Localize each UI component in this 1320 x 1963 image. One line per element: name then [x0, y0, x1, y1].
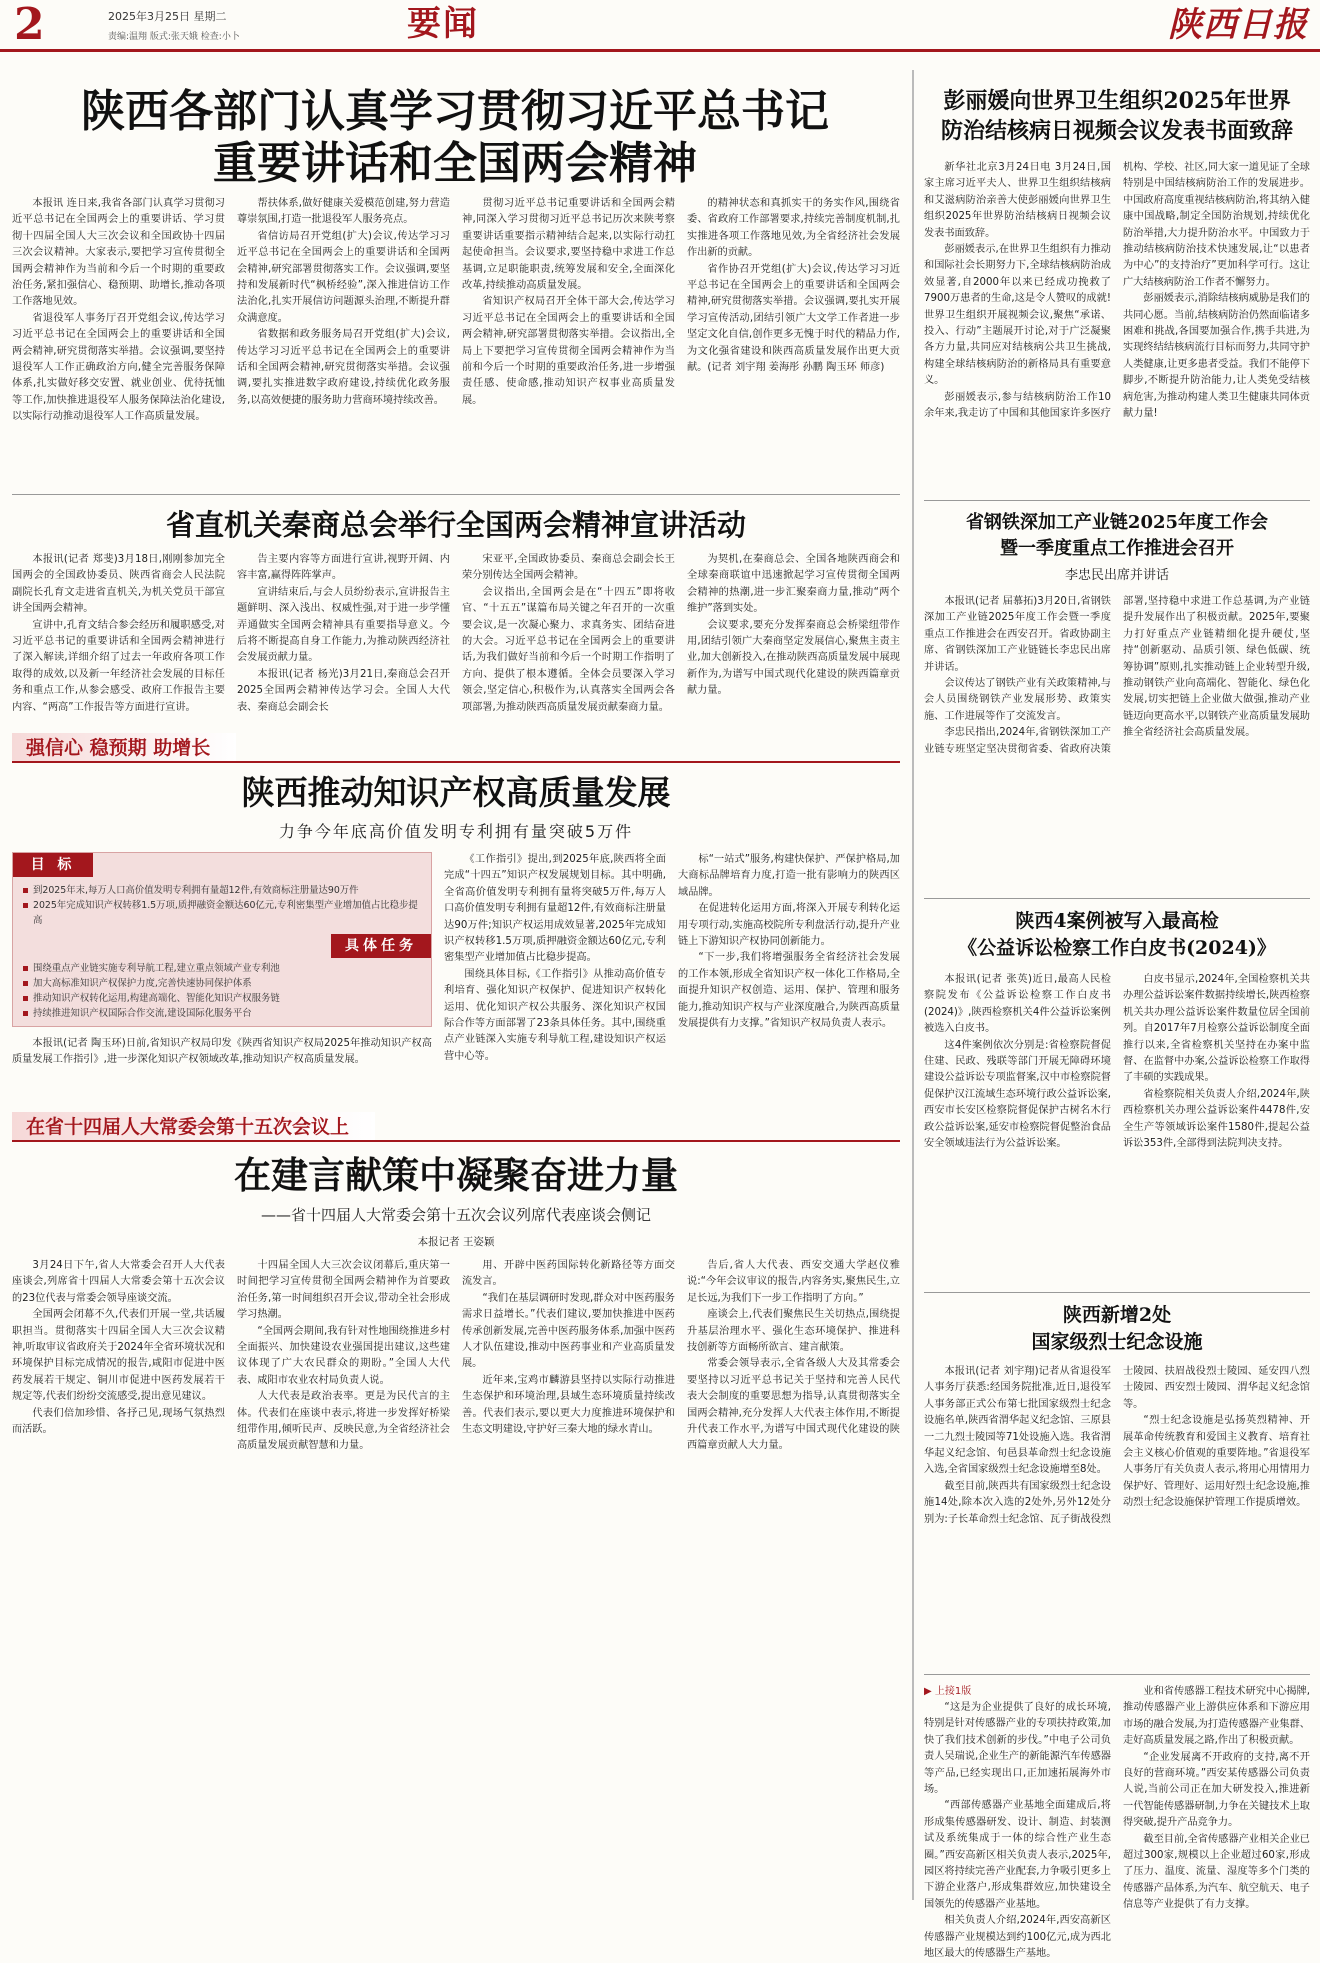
story1-headline-line1: 陕西各部门认真学习贯彻习近平总书记	[81, 86, 829, 137]
right2-byline: 李忠民出席并讲话	[1064, 568, 1169, 583]
paragraph: 人大代表是政治表率。更是为民代言的主体。代表们在座谈中表示,将进一步发挥好桥梁纽带作用,倾听民声、反映民意,为全省经济社会高质量发展贡献智慧和力量。	[237, 1391, 450, 1452]
story2-headline: 省直机关秦商总会举行全国两会精神宣讲活动	[165, 508, 746, 542]
paragraph: “西部传感器产业基地全面建成后,将形成集传感器研发、设计、制造、封装测试及系统集成于一体的综合性产业生态圈。”西安高新区相关负责人表示,2025年,园区将持续完善产业配套,力争吸引更多上下游企业落户,形成集群效应,加快建设全国领先的传感器产业基地。	[924, 1800, 1111, 1910]
paragraph: 的精神状态和真抓实干的务实作风,围绕省委、省政府工作部署要求,持续完善制度机制,扎实推进各项工作落地见效,为全省经济社会发展作出新的贡献。	[687, 198, 900, 259]
story2-col2	[237, 552, 450, 722]
paragraph: 本报讯(记者 杨光)3月21日,秦商总会召开2025全国两会精神传达学习会。全国人大代表、秦商总会副会长	[237, 668, 450, 713]
story1-headline	[10, 86, 900, 190]
list-item: 围绕重点产业链实施专利导航工程,建立重点领域产业专利池	[23, 961, 423, 976]
masthead-logo: 陕西日报	[1168, 5, 1308, 45]
paragraph: 本报讯(记者 张英)近日,最高人民检察院发布《公益诉讼检察工作白皮书(2024)》,陕西检察机关4件公益诉讼案例被选入白皮书。	[924, 974, 1111, 1035]
list-item: 加大高标准知识产权保护力度,完善快速协同保护体系	[23, 976, 423, 991]
story4-byline: 本报记者 王姿颖	[417, 1236, 495, 1248]
right5-col2	[1123, 1684, 1310, 1911]
paragraph: “企业发展离不开政府的支持,离不开良好的营商环境。”西安某传感器公司负责人说,当前公司正在加大研发投入,推进新一代智能传感器研制,力争在关键技术上取得突破,提升产品竞争力。	[1123, 1751, 1310, 1829]
paragraph: 会议要求,要充分发挥秦商总会桥梁纽带作用,团结引领广大秦商坚定发展信心,聚焦主责主业,加大创新投入,在推动陕西高质量发展中展现新作为,为谱写中国式现代化建设的陕西篇章贡献力量。	[687, 619, 900, 697]
story4-col4	[687, 1258, 900, 1908]
paragraph: 全国两会闭幕不久,代表们开展一堂,共话履职担当。贯彻落实十四届全国人大三次会议精神,听取审议省政府关于2024年全省环境状况和环境保护目标完成情况的报告,咸阳市促进中医药发展若干规定、铜川市促进中医药发展若干规定等,代表们纷纷交流感受,提出意见建议。	[12, 1309, 225, 1403]
task-list	[23, 961, 423, 1021]
right2-headline-line1: 省钢铁深加工产业链2025年度工作会	[965, 512, 1269, 533]
paragraph: 贯彻习近平总书记重要讲话和全国两会精神,同深入学习贯彻习近平总书记历次来陕考察重要讲话重要指示精神结合起来,以实际行动扛起使命担当。会议要求,要坚持稳中求进工作总基调,立足职能职责,统筹发展和安全,全面深化改革,持续推动高质量发展。	[462, 198, 675, 292]
paragraph: 本报讯(记者 届慕拓)3月20日,省钢铁深加工产业链2025年度工作会暨一季度重点工作推进会在西安召开。省政协副主席、省钢铁深加工产业链链长李忠民出席并讲话。	[924, 596, 1111, 673]
paragraph: “我们在基层调研时发现,群众对中医药服务需求日益增长。”代表们建议,要加快推进中医药传承创新发展,完善中医药服务体系,加强中医药人才队伍建设,推动中医药事业和产业高质量发展。	[462, 1292, 675, 1370]
paragraph: 李忠民指出,2024年,省钢铁深加工产业链专班坚定坚决贯彻省委、省政府决策部署,坚持稳中求进工作总基调,为产业链提升发展作出了积极贡献。2025年,要聚力打好重点产业链精细化提升硬仗,坚持“创新驱动、品质引领、绿色低碳、统筹协调”原则,扎实推动链上企业转型升级,推动钢铁产业向高端化、智能化、绿色化发展,切实把链上企业做大做强,推动产业链迈向更高水平,以钢铁产业高质量发展助推全省经济社会高质量发展。	[924, 596, 1310, 755]
paragraph: 本报讯 连日来,我省各部门认真学习贯彻习近平总书记在全国两会上的重要讲话、学习贯彻十四届全国人大三次会议和全国政协十四届三次会议精神。大家表示,要把学习宣传贯彻全国两会精神作为当前和今后一个时期的重要政治任务,紧扣强信心、稳预期、助增长,推动各项工作落地见效。	[12, 198, 225, 308]
paragraph: 标“一站式”服务,构建快保护、严保护格局,加大商标品牌培育力度,打造一批有影响力的陕西区域品牌。	[678, 854, 900, 898]
story4-col1	[12, 1258, 225, 1908]
right4-body	[924, 1364, 1310, 1664]
band-label: 在省十四届人大常委会第十五次会议上	[12, 1112, 375, 1142]
paragraph: 本报讯(记者 刘宇翔)记者从省退役军人事务厅获悉:经国务院批准,近日,退役军人事务部正式公布第七批国家级烈士纪念设施名单,陕西省渭华起义纪念馆、三原县一二九烈士陵园等71处设施入选。我省渭华起义纪念馆、旬邑县革命烈士纪念设施入选,全省国家级烈士纪念设施增至8处。	[924, 1366, 1111, 1476]
story2-col1	[12, 552, 225, 722]
paragraph: 宣讲结束后,与会人员纷纷表示,宣讲报告主题鲜明、深入浅出、权威性强,对于进一步学懂弄通做实全国两会精神具有重要指导意义。今后将不断提高自身工作能力,为推动陕西经济社会发展贡献力量。	[237, 586, 450, 664]
band-line	[12, 1140, 900, 1142]
story4-headline: 在建言献策中凝聚奋进力量	[234, 1153, 678, 1197]
divider	[924, 898, 1310, 899]
story3-subhead: 力争今年底高价值发明专利拥有量突破5万件	[278, 822, 634, 841]
right3-headline	[924, 908, 1310, 962]
paragraph: 相关负责人介绍,2024年,西安高新区传感器产业规模达到约100亿元,成为西北地区最大的传感器生产基地。	[924, 1915, 1111, 1960]
right1-body	[924, 160, 1310, 490]
right1-headline-line2: 防治结核病日视频会议发表书面致辞	[940, 118, 1293, 144]
divider	[924, 1674, 1310, 1675]
story1-body	[12, 196, 900, 482]
story1-col4	[687, 196, 900, 482]
goal-title: 目 标	[13, 853, 93, 877]
paragraph: 近年来,宝鸡市麟游县坚持以实际行动推进生态保护和环境治理,县域生态环境质量持续改善。代表们表示,要以更大力度推进环境保护和生态文明建设,守护好三秦大地的绿水青山。	[462, 1374, 675, 1436]
story4-subhead: ——省十四届人大常委会第十五次会议列席代表座谈会侧记	[260, 1206, 651, 1224]
paragraph: 省作协召开党组(扩大)会议,传达学习习近平总书记在全国两会上的重要讲话和全国两会精神,研究贯彻落实举措。会议强调,要扎实开展学习宣传活动,团结引领广大文学工作者进一步坚定文化自信,创作更多无愧于时代的精品力作,为文化强省建设和陕西高质量发展作出更大贡献。(记者 刘宇翔 姜海彤 孙鹏 陶玉环 师彦)	[687, 263, 900, 374]
paragraph: 省退役军人事务厅召开党组会议,传达学习习近平总书记在全国两会上的重要讲话和全国两会精神,研究贯彻落实举措。会议强调,要坚持退役军人工作正确政治方向,健全完善服务保障体系,扎实做好移交安置、就业创业、优待抚恤等工作,加快推进退役军人服务保障法治化建设,以实际行动推动退役军人工作高质量发展。	[12, 312, 225, 423]
paragraph: 彭丽媛表示,在世界卫生组织有力推动和国际社会长期努力下,全球结核病防治成效显著,自2000年以来已经成功挽救了7900万患者的生命,这是令人赞叹的成就!世界卫生组织开展视频会议,聚焦“承诺、投入、行动”主题展开讨论,对于广泛凝聚各方力量,共同应对结核病公共卫生挑战,构建全球结核病防治的新格局具有重要意义。	[924, 244, 1111, 387]
list-item: 推动知识产权转化运用,构建高端化、智能化知识产权服务链	[23, 991, 423, 1006]
story3-info-box	[12, 852, 432, 1027]
paragraph: “烈士纪念设施是弘扬英烈精神、开展革命传统教育和爱国主义教育、培育社会主义核心价值观的重要阵地。”省退役军人事务厅有关负责人表示,将用心用情用力保护好、管理好、运用好烈士纪念设施,推动烈士纪念设施保护管理工作提质增效。	[1123, 1415, 1310, 1509]
paragraph: 彭丽媛表示,消除结核病威胁是我们的共同心愿。当前,结核病防治仍然面临诸多困难和挑战,各国要加强合作,携手共进,为实现终结结核病流行目标而努力,共同守护人类健康,让更多患者受益。我们不能停下脚步,不断提升防治能力,让人类免受结核病危害,为推动构建人类卫生健康共同体贡献力量!	[1123, 293, 1310, 420]
list-item: 2025年完成知识产权转移1.5万项,质押融资金额达60亿元,专利密集型产业增加值占比稳步提高	[23, 898, 423, 928]
story4-body	[12, 1258, 900, 1908]
right3-headline-line2: 《公益诉讼检察工作白皮书(2024)》	[958, 937, 1276, 959]
story4-col2	[237, 1258, 450, 1908]
paragraph: 新华社北京3月24日电 3月24日,国家主席习近平夫人、世界卫生组织结核病和艾滋病防治亲善大使彭丽媛向世界卫生组织2025年世界防治结核病日视频会议发表书面致辞。	[924, 162, 1111, 239]
paragraph: 会议指出,全国两会是在“十四五”即将收官、“十五五”谋篇布局关键之年召开的一次重要会议,是一次凝心聚力、求真务实、团结奋进的大会。习近平总书记在全国两会上的重要讲话,为我们做好当前和今后一个时期工作指明了方向、提供了根本遵循。全体会员要深入学习领会,坚定信心,积极作为,认真落实全国两会各项部署,为推动陕西高质量发展贡献秦商力量。	[462, 586, 675, 713]
paragraph: 告后,省人大代表、西安交通大学赵仪雅说:“今年会议审议的报告,内容务实,聚焦民生,立足长远,为我们下一步工作指明了方向。”	[687, 1260, 900, 1304]
divider	[924, 1292, 1310, 1293]
paragraph: 本报讯(记者 郑斐)3月18日,刚刚参加完全国两会的全国政协委员、陕西省商会人民法院副院长孔育文走进省直机关,为机关党员干部宣讲全国两会精神。	[12, 554, 225, 615]
column-divider	[912, 70, 914, 1900]
paragraph: 白皮书显示,2024年,全国检察机关共办理公益诉讼案件数据持续增长,陕西检察机关共办理公益诉讼案件数量位居全国前列。自2017年7月检察公益诉讼制度全面推行以来,全省检察机关坚持在办案中监督、在监督中办案,公益诉讼检察工作取得了丰硕的实践成果。	[1123, 974, 1310, 1084]
right2-headline-line2: 暨一季度重点工作推进会召开	[1000, 538, 1234, 559]
paragraph: 用、开辟中医药国际转化新路径等方面交流发言。	[462, 1260, 675, 1288]
paragraph: 省知识产权局召开全体干部大会,传达学习习近平总书记在全国两会上的重要讲话和全国两会精神,研究部署贯彻落实举措。会议指出,全局上下要把学习宣传贯彻全国两会精神作为当前和今后一个时期的重要政治任务,进一步增强责任感、使命感,推动知识产权事业高质量发展。	[462, 296, 675, 406]
list-item: 到2025年末,每万人口高价值发明专利拥有量超12件,有效商标注册量达90万件	[23, 883, 423, 898]
right1-headline-line1: 彭丽媛向世界卫生组织2025年世界	[943, 88, 1291, 114]
section-band-growth	[12, 733, 900, 763]
date-line: 2025年3月25日 星期二	[108, 10, 227, 23]
paragraph: 围绕具体目标,《工作指引》从推动高价值专利培育、强化知识产权保护、促进知识产权转化运用、优化知识产权公共服务、深化知识产权国际合作等方面部署了23条具体任务。其中,围绕重点产业链深入实施专利导航工程,建设知识产权运营中心等。	[444, 968, 666, 1062]
paragraph: 座谈会上,代表们聚焦民生关切热点,围绕提升基层治理水平、强化生态环境保护、推进科技创新等方面畅所欲言、建言献策。	[687, 1309, 900, 1354]
story4-col3	[462, 1258, 675, 1908]
story3-body	[444, 852, 900, 1104]
paragraph: 彭丽媛表示,参与结核病防治工作10余年来,我走访了中国和其他国家许多医疗机构、学校、社区,同大家一道见证了全球特别是中国结核病防治工作的发展进步。中国政府高度重视结核病防治,将其纳入健康中国战略,制定全国防治规划,持续优化防治举措,大力提升防治水平。中国致力于推动结核病防治技术快速发展,让“以患者为中心”的支持治疗”更加科学可行。这让广大结核病防治工作者不懈努力。	[924, 162, 1310, 420]
divider	[12, 494, 900, 495]
story2-col4	[687, 552, 900, 722]
list-item: 持续推进知识产权国际合作交流,建设国际化服务平台	[23, 1006, 423, 1021]
right3-body	[924, 972, 1310, 1282]
divider	[924, 500, 1310, 501]
paragraph: 为契机,在秦商总会、全国各地陕西商会和全球秦商联谊中迅速掀起学习宣传贯彻全国两会精神的热潮,进一步汇聚秦商力量,推动“两个维护”落到实处。	[687, 554, 900, 615]
story2-col3	[462, 552, 675, 722]
page-number: 2	[14, 0, 45, 50]
story1-col3	[462, 196, 675, 482]
paragraph: “全国两会期间,我有针对性地围绕推进乡村全面振兴、加快建设农业强国提出建议,这些建议体现了广大农民群众的期盼。”全国人大代表、咸阳市农业农村局负责人说。	[237, 1325, 450, 1386]
continued-marker: ▶ 上接1版	[924, 1686, 972, 1697]
goal-list	[23, 883, 423, 928]
story3-col2	[444, 852, 666, 1104]
paragraph: 十四届全国人大三次会议闭幕后,重庆第一时间把学习宣传贯彻全国两会精神作为首要政治任务,第一时间组织召开会议,带动全社会形成学习热潮。	[237, 1260, 450, 1321]
section-band-npc	[12, 1112, 900, 1142]
paragraph: 会议传达了钢铁产业有关政策精神,与会人员围绕钢铁产业发展形势、政策实施、工作进展等作了交流发言。	[924, 678, 1111, 722]
right1-headline	[924, 86, 1310, 146]
paragraph: 宣讲中,孔育文结合参会经历和履职感受,对习近平总书记的重要讲话和全国两会精神进行了深入解读,详细介绍了过去一年政府各项工作取得的成效,以及新一年经济社会发展的目标任务和重点工作,从参会感受、政府工作报告主要内容、“两高”工作报告等方面进行宣讲。	[12, 619, 225, 713]
paragraph: “这是为企业提供了良好的成长环境,特别是针对传感器产业的专项扶持政策,加快了我们技术创新的步伐。”中电子公司负责人吴瑞说,企业生产的新能源汽车传感器等产品,已经实现出口,正加速拓展海外市场。	[924, 1702, 1111, 1796]
tasks-title: 具体任务	[331, 934, 431, 958]
paragraph: 宋亚平,全国政协委员、秦商总会副会长王荣分别传达全国两会精神。	[462, 554, 675, 582]
editor-line: 责编:温翔 版式:张天娥 检查:小卜	[108, 32, 240, 42]
paragraph: 代表们倍加珍惜、各抒己见,现场气氛热烈而活跃。	[12, 1407, 225, 1436]
right2-body	[924, 594, 1310, 890]
paragraph: “下一步,我们将增强服务全省经济社会发展的工作本领,形成全省知识产权一体化工作格局,全面提升知识产权创造、运用、保护、管理和服务能力,推动知识产权与产业深度融合,为陕西高质量发展提供有力支撑。”省知识产权局负责人表示。	[678, 952, 900, 1030]
paragraph: 这4件案例依次分别是:省检察院督促住建、民政、残联等部门开展无障碍环境建设公益诉讼专项监督案,汉中市检察院督促保护汉江流域生态环境行政公益诉讼案,西安市长安区检察院督促保护古树名木行政公益诉讼案,延安市检察院督促整治食品安全领域违法行为公益诉讼案。	[924, 1039, 1111, 1150]
paragraph: 省数据和政务服务局召开党组(扩大)会议,传达学习习近平总书记在全国两会上的重要讲话和全国两会精神,研究贯彻落实举措。会议强调,要扎实推进数字政府建设,持续优化政务服务,以高效便捷的服务助力营商环境持续改善。	[237, 329, 450, 406]
story1-col1	[12, 196, 225, 482]
paragraph: 业和省传感器工程技术研究中心揭牌,推动传感器产业上游供应体系和下游应用市场的融合发展,为打造传感器产业集群、走好高质量发展之路,作出了积极贡献。	[1123, 1686, 1310, 1747]
story2-body	[12, 552, 900, 722]
paragraph: 告主要内容等方面进行宣讲,视野开阔、内容丰富,赢得阵阵掌声。	[237, 554, 450, 582]
paragraph: 省信访局召开党组(扩大)会议,传达学习习近平总书记在全国两会上的重要讲话和全国两会精神,研究部署贯彻落实工作。会议强调,要坚持和发展新时代“枫桥经验”,深入推进信访工作法治化,扎实开展信访问题源头治理,不断提升群众满意度。	[237, 230, 450, 324]
right4-headline	[924, 1302, 1310, 1356]
paragraph: 截至目前,全省传感器产业相关企业已超过300家,规模以上企业超过60家,形成了压力、温度、流量、湿度等多个门类的传感器产品体系,为汽车、航空航天、电子信息等产业提供了有力支撑。	[1123, 1833, 1310, 1911]
band-line	[12, 761, 900, 763]
continued-label: 上接1版	[934, 1686, 972, 1697]
paragraph: 帮扶体系,做好健康关爱模范创建,努力营造尊崇氛围,打造一批退役军人服务亮点。	[237, 198, 450, 226]
paragraph: 省检察院相关负责人介绍,2024年,陕西检察机关办理公益诉讼案件4478件,安全生产等领域诉讼案件1580件,提起公益诉讼353件,全部得到法院判决支持。	[1123, 1088, 1310, 1150]
paragraph: 本报讯(记者 陶玉环)日前,省知识产权局印发《陕西省知识产权局2025年推动知识产权高质量发展工作指引》,进一步深化知识产权领域改革,推动知识产权高质量发展。	[12, 1038, 432, 1066]
paragraph: 在促进转化运用方面,将深入开展专利转化运用专项行动,实施高校院所专利盘活行动,提升产业链上下游知识产权协同创新能力。	[678, 903, 900, 948]
story3-col3	[678, 852, 900, 1104]
right2-headline	[924, 510, 1310, 562]
section-title: 要闻	[407, 4, 479, 44]
paragraph: 常委会领导表示,全省各级人大及其常委会要坚持以习近平总书记关于坚持和完善人民代表大会制度的重要思想为指导,认真贯彻落实全国两会精神,充分发挥人大代表主体作用,不断提升代表工作水平,为谱写中国式现代化建设的陕西篇章贡献人大力量。	[687, 1358, 900, 1452]
story1-headline-line2: 重要讲话和全国两会精神	[213, 138, 697, 189]
right5-col1-text	[924, 1700, 1111, 1963]
story3-headline: 陕西推动知识产权高质量发展	[241, 773, 671, 812]
story3-col1	[12, 1036, 432, 1104]
band-label: 强信心 稳预期 助增长	[12, 733, 236, 763]
story1-col2	[237, 196, 450, 482]
paragraph: 《工作指引》提出,到2025年底,陕西将全面完成“十四五”知识产权发展规划目标。其中明确,全省高价值发明专利拥有量将突破5万件,每万人口高价值发明专利拥有量超12件,有效商标注册量达90万件;知识产权运用成效显著,2025年完成知识产权转移1.5万项,质押融资金额达60亿元,专利密集型产业增加值占比稳步提高。	[444, 854, 666, 964]
right5-col1	[924, 1684, 1111, 1960]
right3-headline-line1: 陕西4案例被写入最高检	[1015, 910, 1219, 932]
paragraph: 截至目前,陕西共有国家级烈士纪念设施14处,除本次入选的2处外,另外12处分别为:子长革命烈士纪念馆、瓦子街战役烈士陵园、扶眉战役烈士陵园、延安四八烈士陵园、西安烈士陵园、渭华起义纪念馆等。	[924, 1366, 1310, 1525]
right4-headline-line1: 陕西新增2处	[1062, 1304, 1172, 1326]
page-header	[0, 0, 1320, 52]
paragraph: 3月24日下午,省人大常委会召开人大代表座谈会,列席省十四届人大常委会第十五次会议的23位代表与常委会领导座谈交流。	[12, 1260, 225, 1304]
right4-headline-line2: 国家级烈士纪念设施	[1031, 1331, 1203, 1353]
